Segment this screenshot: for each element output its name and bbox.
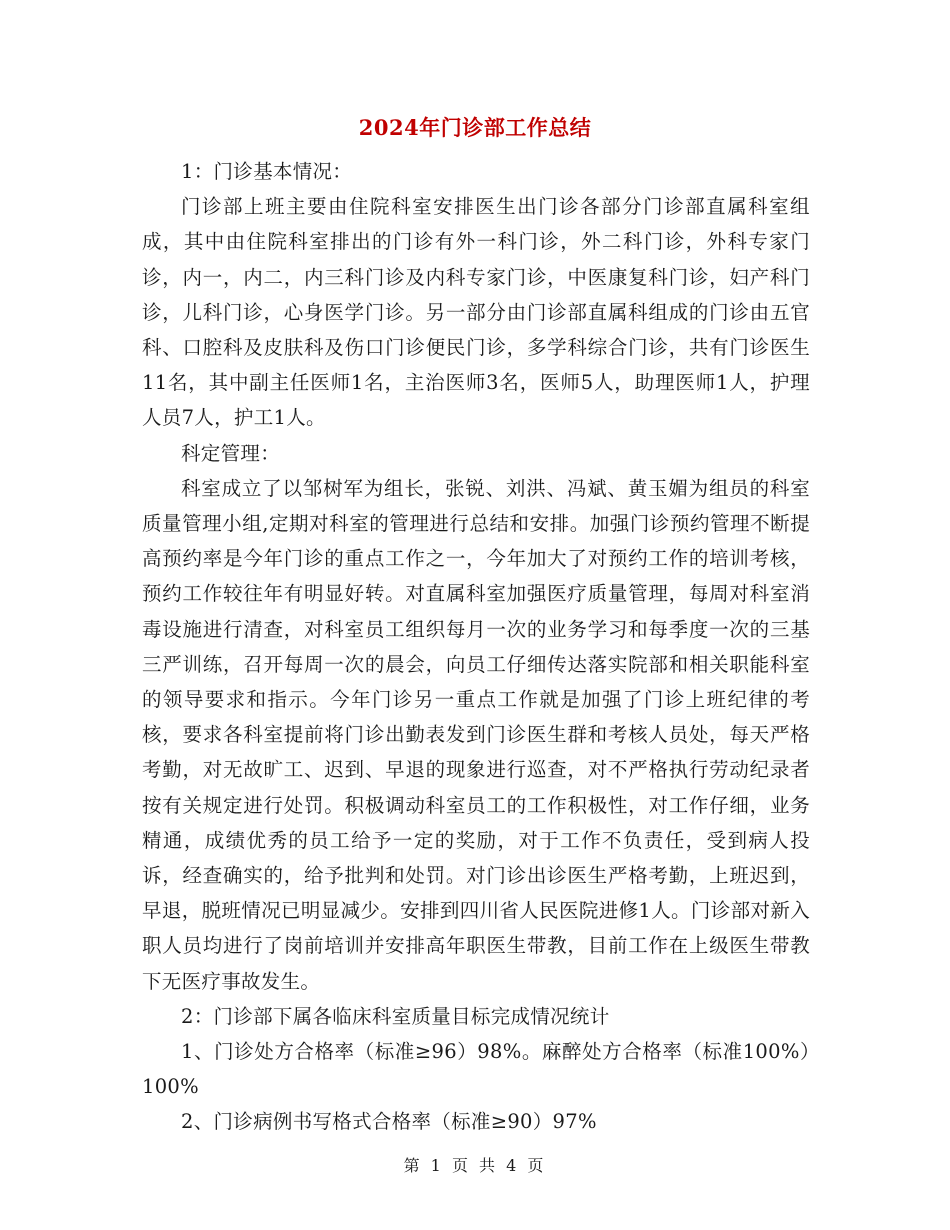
section-heading-management: 科定管理： <box>181 441 281 465</box>
section-heading-quality-targets: 2：门诊部下属各临床科室质量目标完成情况统计 <box>181 1004 610 1028</box>
paragraph-management: 科室成立了以邹树军为组长，张锐、刘洪、冯斌、黄玉媚为组员的科室质量管理小组,定期对科室的管理进行总结和安排。加强门诊预约管理不断提高预约率是今年门诊的重点工作之一，今年加大了对预约工作的培训考核，预约工作较往年有明显好转。对直属科室加强医疗质量管理，每周对科室消毒设施进行清查，对科室员工组织每月一次的业务学习和每季度一次的三基三严训练，召开每周一次的晨会，向员工仔细传达落实院部和相关职能科室的领导要求和指示。今年门诊另一重点工作就是加强了门诊上班纪律的考核，要求各科室提前将门诊出勤表发到门诊医生群和考核人员处，每天严格考勤，对无故旷工、迟到、早退的现象进行巡查，对不严格执行劳动纪录者按有关规定进行处罚。积极调动科室员工的工作积极性，对工作仔细，业务精通，成绩优秀的员工给予一定的奖励，对于工作不负责任，受到病人投诉，经查确实的，给予批判和处罚。对门诊出诊医生严格考勤，上班迟到，早退，脱班情况已明显减少。安排到四川省人民医院进修1人。门诊部对新入职人员均进行了岗前培训并安排高年职医生带教，目前工作在上级医生带教下无医疗事故发生。 <box>142 476 810 993</box>
list-item-record-rate: 2、门诊病例书写格式合格率（标准≥90）97% <box>181 1110 597 1134</box>
page-footer: 第 1 页 共 4 页 <box>403 1156 547 1175</box>
section-heading-basic-info: 1：门诊基本情况： <box>181 160 353 183</box>
list-item-prescription-rate: 1、门诊处方合格率（标准≥96）98%。麻醉处方合格率（标准100%）100% <box>142 1040 810 1099</box>
document-title: 2024年门诊部工作总结 <box>358 115 592 140</box>
document-body <box>142 154 810 1140</box>
paragraph-basic-info: 门诊部上班主要由住院科室安排医生出门诊各部分门诊部直属科室组成，其中由住院科室排出的门诊有外一科门诊，外二科门诊，外科专家门诊，内一，内二，内三科门诊及内科专家门诊，中医康复科门诊，妇产科门诊，儿科门诊，心身医学门诊。另一部分由门诊部直属科组成的门诊由五官科、口腔科及皮肤科及伤口门诊便民门诊，多学科综合门诊，共有门诊医生11名，其中副主任医师1名，主治医师3名，医师5人，助理医师1人，护理人员7人，护工1人。 <box>142 195 810 430</box>
